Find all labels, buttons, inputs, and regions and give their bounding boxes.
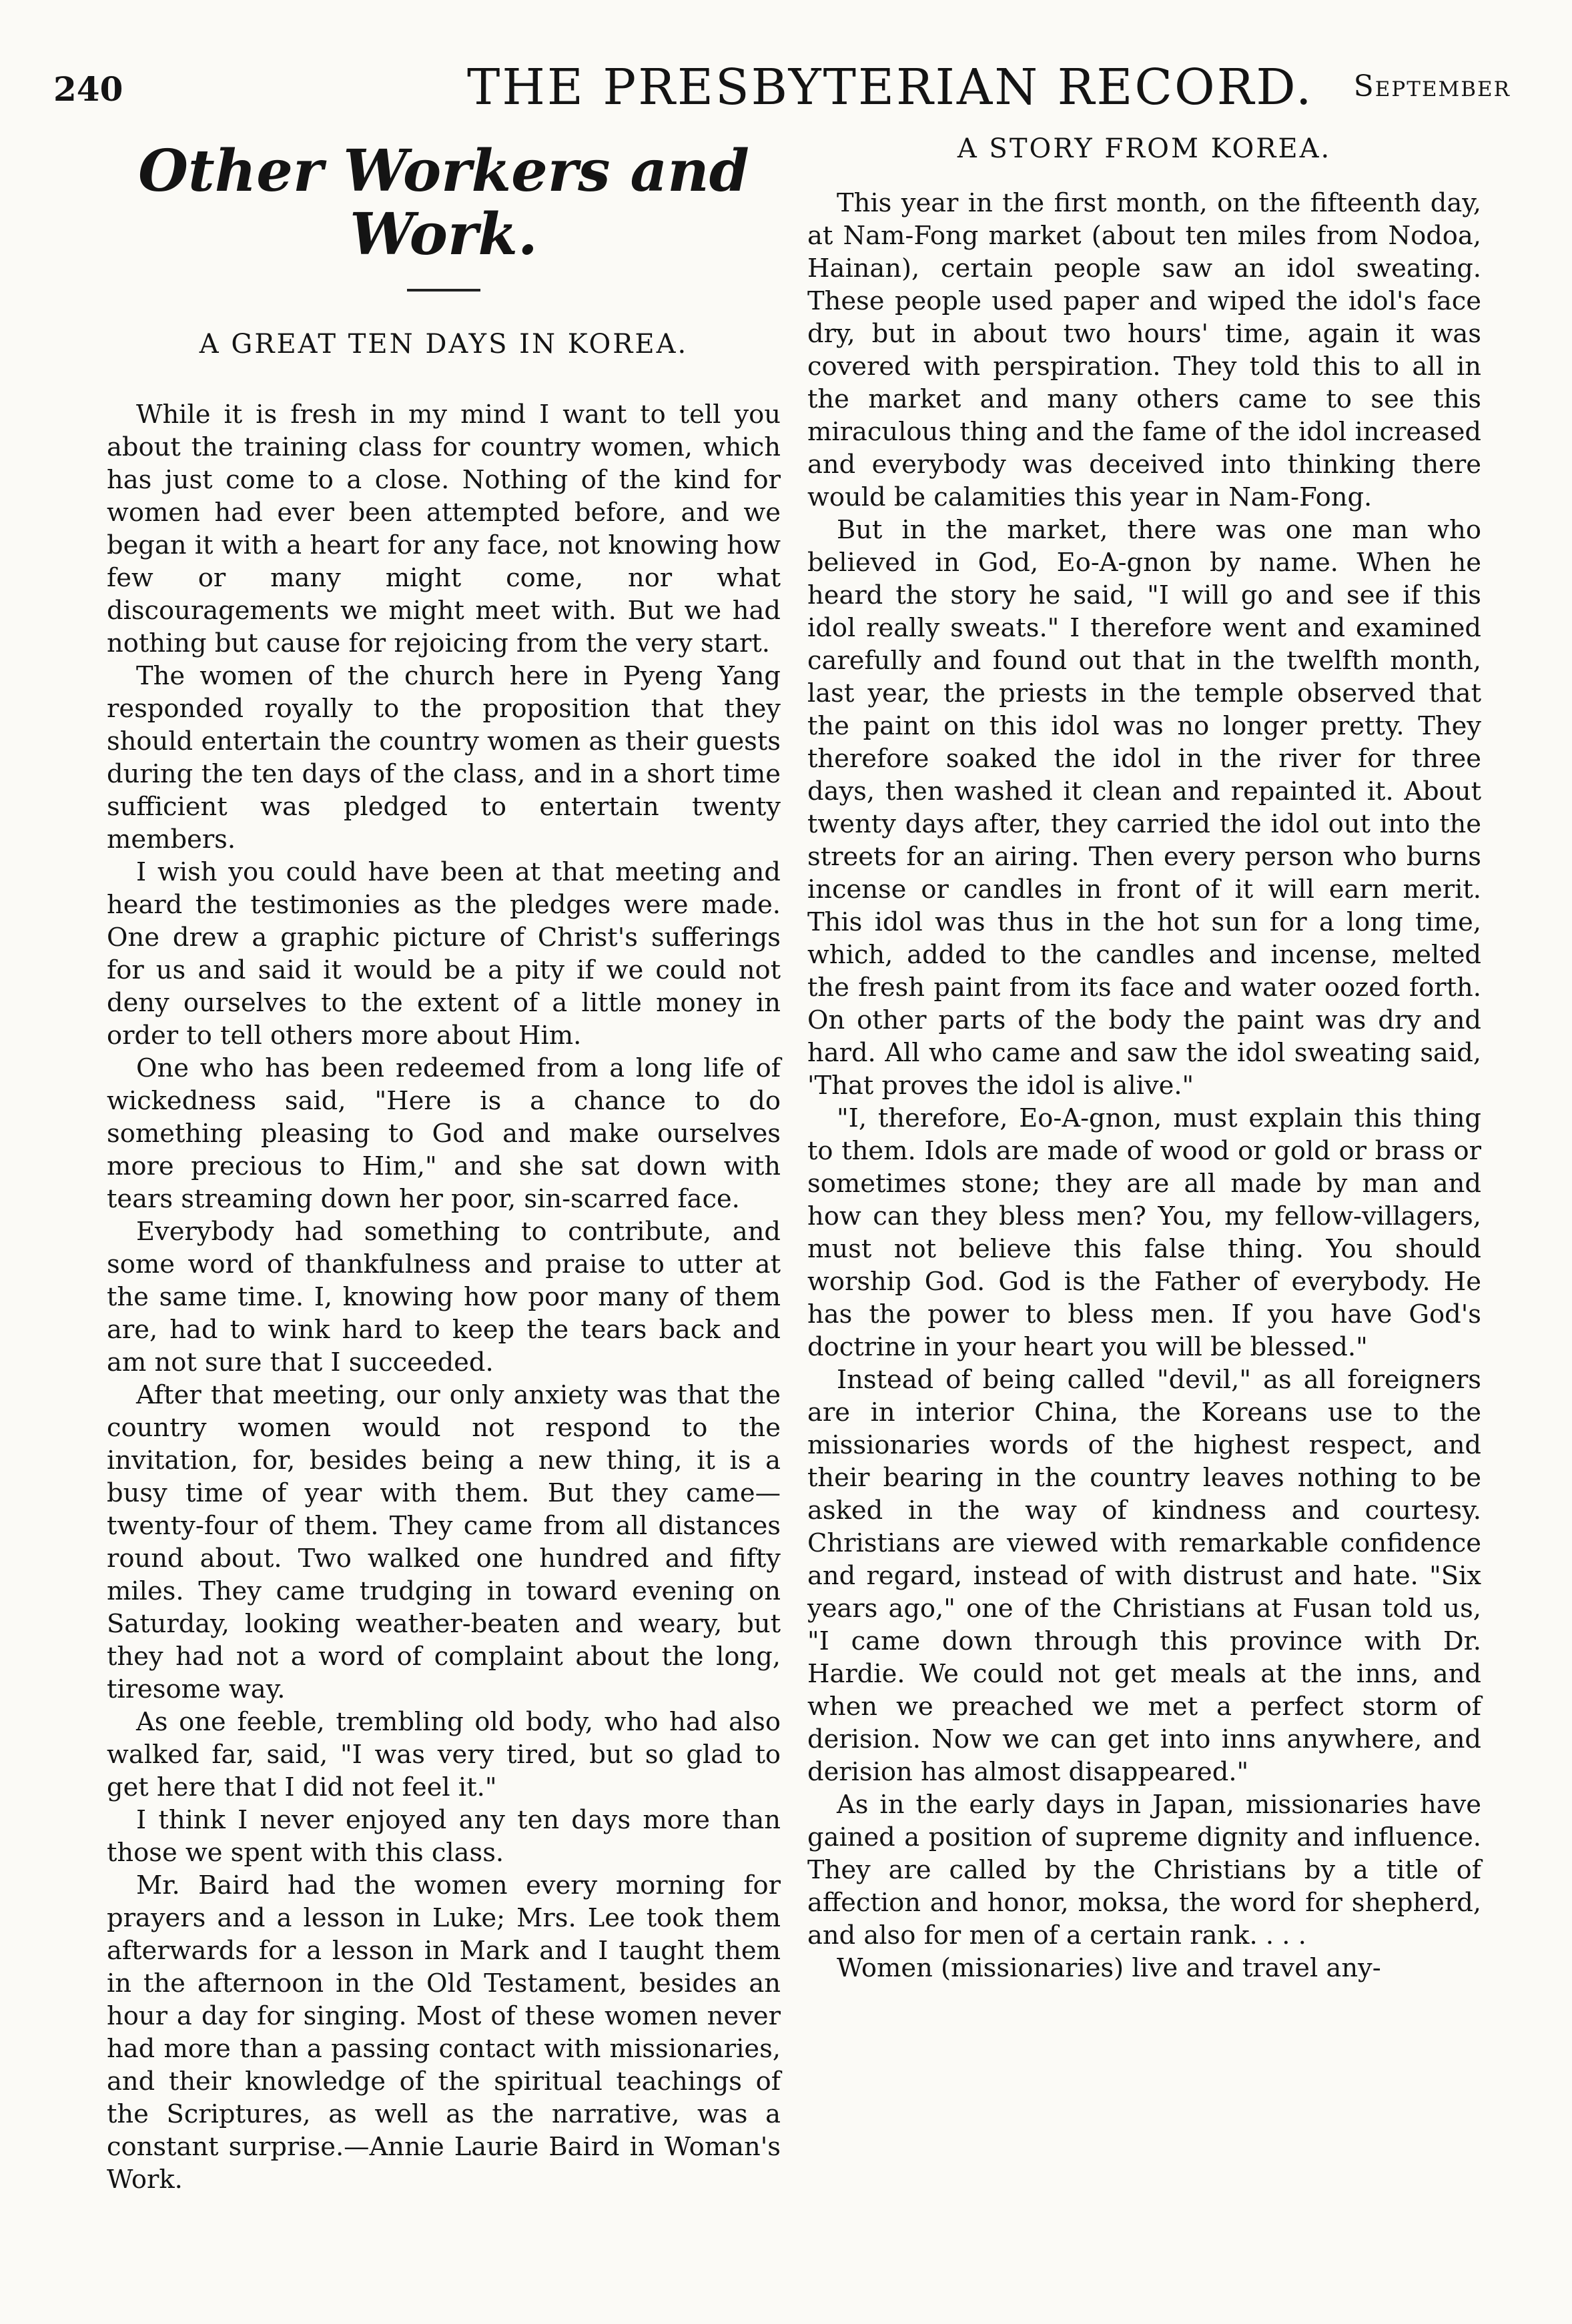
article-title: A STORY FROM KOREA. xyxy=(957,133,1332,164)
article-paragraph: I think I never enjoyed any ten days more than those we spent with this class. xyxy=(107,1805,781,1868)
article-paragraph: As one feeble, trembling old body, who had also walked far, said, "I was very tired, but so glad to get here that I did not feel it." xyxy=(107,1707,781,1803)
article-paragraph: But in the market, there was one man who believed in God, Eo-A-gnon by name. When he heard the story he said, "I will go and see if this idol really sweats." I therefore went and examined carefully and found out that in the twelfth month, last year, the priests in the temple observed that the paint on this idol was no longer pretty. They therefore soaked the idol in the river for three days, then washed it clean and repainted it. About twenty days after, they carried the idol out into the streets for an airing. Then every person who burns incense or candles in front of it will earn merit. This idol was thus in the hot sun for a long time, which, added to the candles and incense, melted the fresh paint from its face and water oozed forth. On other parts of the body the paint was dry and hard. All who came and saw the idol sweating said, 'That proves the idol is alive." xyxy=(807,515,1481,1101)
article-paragraph: Women (missionaries) live and travel any- xyxy=(837,1953,1381,1983)
journal-title: THE PRESBYTERIAN RECORD. xyxy=(467,59,1314,116)
article-title: A GREAT TEN DAYS IN KOREA. xyxy=(199,329,689,360)
article-paragraph: Everybody had something to contribute, and some word of thankfulness and praise to utter at the same time. I, knowing how poor many of them are, had to wink hard to keep the tears back and am not sure that I succeeded. xyxy=(107,1217,781,1378)
article-paragraph: The women of the church here in Pyeng Yang responded royally to the proposition that they should entertain the country women as their guests during the ten days of the class, and in a short time sufficient was pledged to entertain twenty members. xyxy=(107,661,781,855)
article-paragraph: While it is fresh in my mind I want to tell you about the training class for country women, which has just come to a close. Nothing of the kind for women had ever been attempted before, and we began it with a heart for any face, not knowing how few or many might come, nor what discouragements we might meet with. But we had nothing but cause for rejoicing from the very start. xyxy=(107,400,781,659)
section-title: Other Workers and Work. xyxy=(138,137,749,268)
page-number: 240 xyxy=(53,69,123,109)
right-column xyxy=(807,133,1481,1984)
article-paragraph: This year in the first month, on the fifteenth day, at Nam-Fong market (about ten miles from Nodoa, Hainan), certain people saw an idol sweating. These people used paper and wiped the idol's face dry, but in about two hours' time, again it was covered with perspiration. They told this to all in the market and many others came to see this miraculous thing and the fame of the idol increased and everybody was deceived into thinking there would be calamities this year in Nam-Fong. xyxy=(807,188,1481,512)
issue-month: September xyxy=(1353,69,1511,103)
title-rule xyxy=(407,289,480,292)
article-paragraph: Mr. Baird had the women every morning for prayers and a lesson in Luke; Mrs. Lee took them afterwards for a lesson in Mark and I taught them in the afternoon in the Old Testament, besides an hour a day for singing. Most of these women never had more than a passing contact with missionaries, and their knowledge of the spiritual teachings of the Scriptures, as well as the narrative, was a constant surprise.—Annie Laurie Baird in Woman's Work. xyxy=(107,1870,781,2195)
article-paragraph: After that meeting, our only anxiety was that the country women would not respond to the invitation, for, besides being a new thing, it is a busy time of year with them. But they came—twenty-four of them. They came from all distances round about. Two walked one hundred and fifty miles. They came trudging in toward evening on Saturday, looking weather-beaten and weary, but they had not a word of complaint about the long, tiresome way. xyxy=(107,1380,781,1705)
article-paragraph: As in the early days in Japan, missionaries have gained a position of supreme dignity and influence. They are called by the Christians by a title of affection and honor, moksa, the word for shepherd, and also for men of a certain rank. . . . xyxy=(807,1790,1481,1950)
article-paragraph: "I, therefore, Eo-A-gnon, must explain this thing to them. Idols are made of wood or gold or brass or sometimes stone; they are all made by man and how can they bless men? You, my fellow-villagers, must not believe this false thing. You should worship God. God is the Father of everybody. He has the power to bless men. If you have God's doctrine in your heart you will be blessed." xyxy=(807,1103,1481,1362)
article-paragraph: Instead of being called "devil," as all foreigners are in interior China, the Koreans use to the missionaries words of the highest respect, and their bearing in the country leaves nothing to be asked in the way of kindness and courtesy. Christians are viewed with remarkable confidence and regard, instead of with distrust and hate. "Six years ago," one of the Christians at Fusan told us, "I came down through this province with Dr. Hardie. We could not get meals at the inns, and when we preached we met a perfect storm of derision. Now we can get into inns anywhere, and derision has almost disappeared." xyxy=(807,1365,1481,1787)
article-paragraph: I wish you could have been at that meeting and heard the testimonies as the pledges were made. One drew a graphic picture of Christ's sufferings for us and said it would be a pity if we could not deny ourselves to the extent of a little money in order to tell others more about Him. xyxy=(107,857,781,1051)
left-column xyxy=(107,137,781,2196)
article-paragraph: One who has been redeemed from a long life of wickedness said, "Here is a chance to do something pleasing to God and make ourselves more precious to Him," and she sat down with tears streaming down her poor, sin-scarred face. xyxy=(107,1053,781,1215)
